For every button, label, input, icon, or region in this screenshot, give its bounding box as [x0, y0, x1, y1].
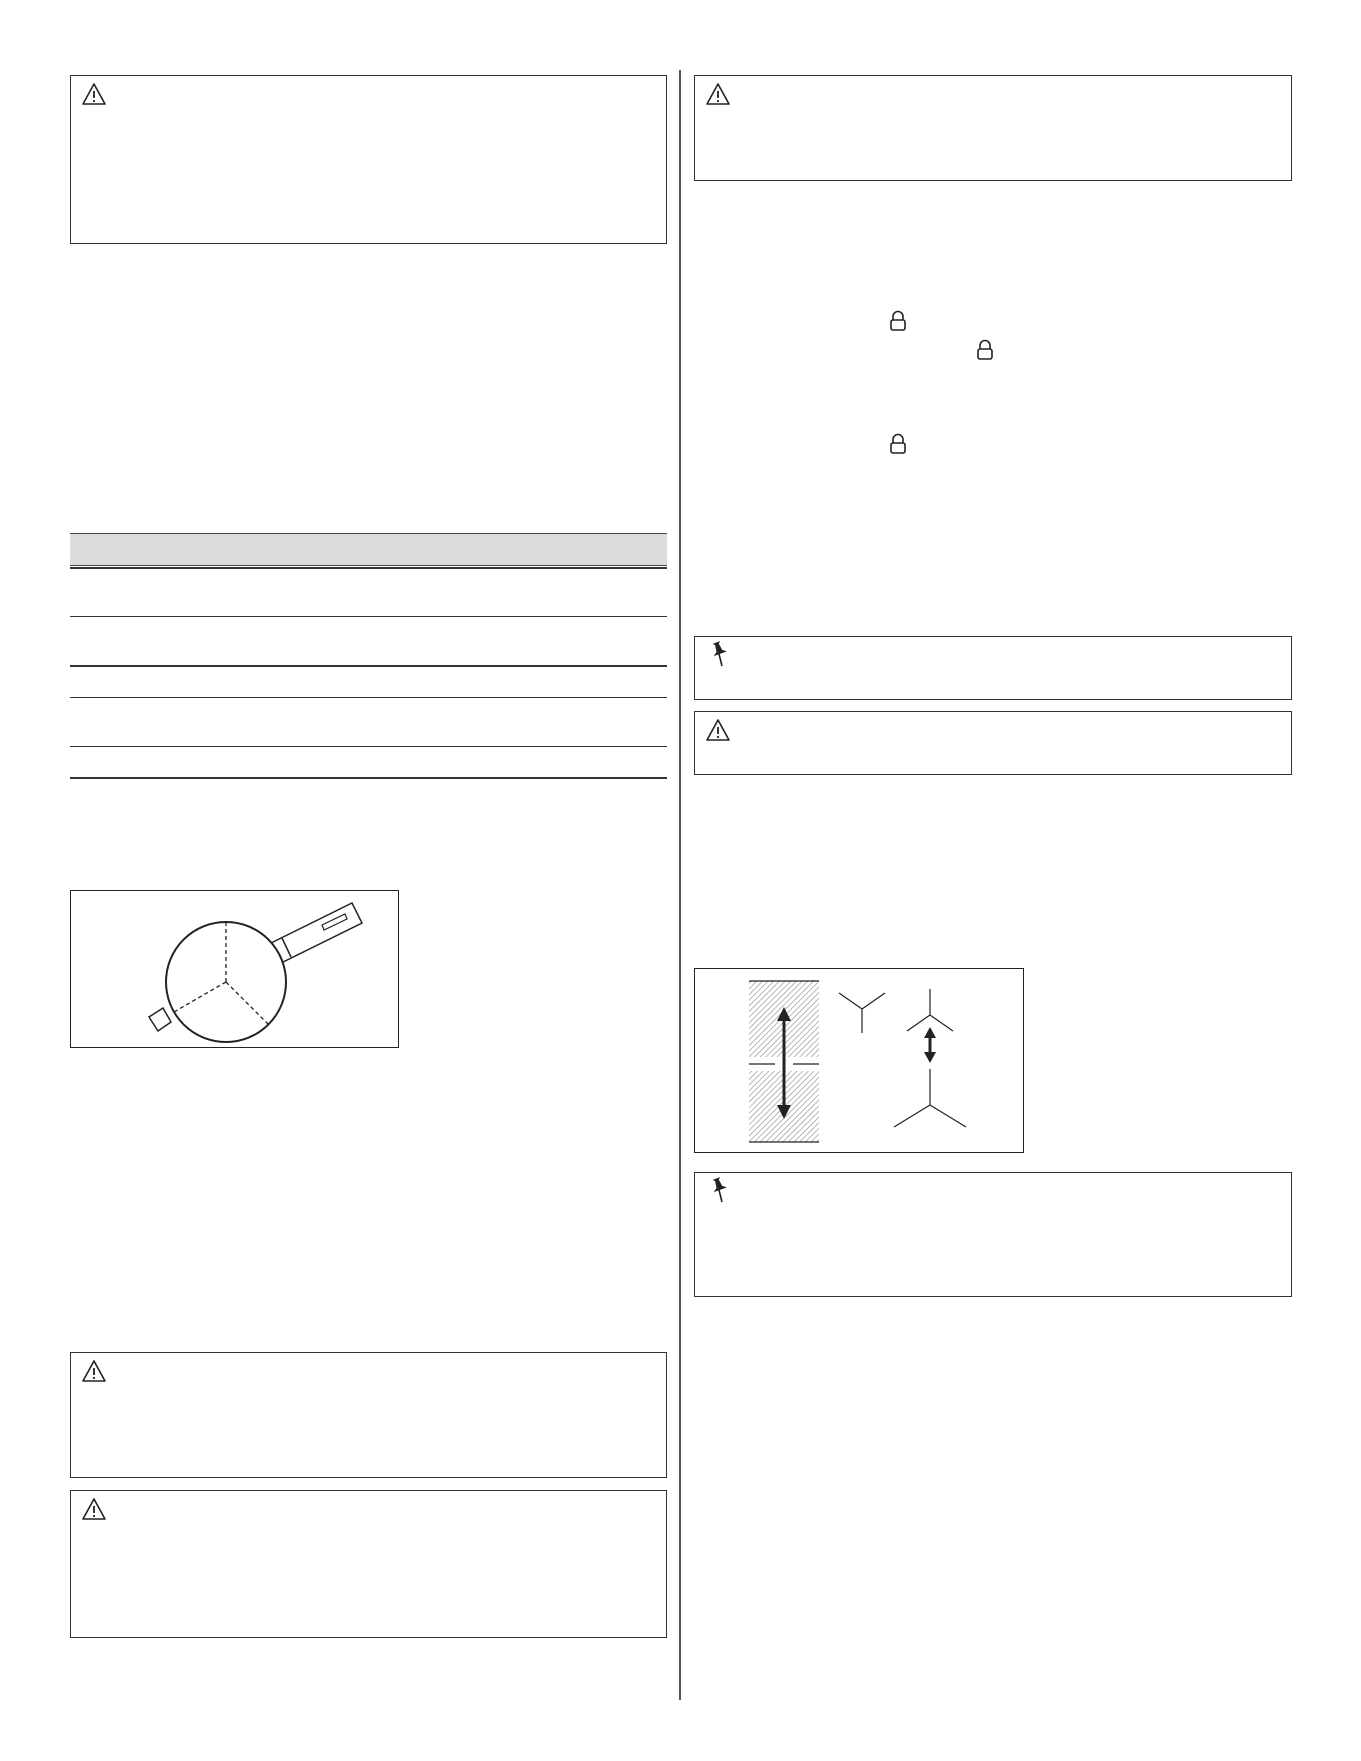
pushpin-icon [709, 640, 731, 668]
table-bottom-rule [70, 777, 667, 779]
inverted-y-shape [907, 989, 953, 1031]
warning-box [70, 1490, 667, 1638]
warning-icon [705, 718, 731, 742]
note-box [694, 636, 1292, 700]
table-row-divider [70, 746, 667, 747]
cookware-diagram [70, 890, 399, 1048]
note-box [694, 1172, 1292, 1297]
pushpin-icon [709, 1176, 731, 1204]
table-row-divider [70, 665, 667, 667]
table-header-row [70, 533, 667, 566]
adjustment-diagram [694, 968, 1024, 1153]
table-row-divider [70, 616, 667, 617]
pan-handle [267, 903, 362, 965]
lock-icon [976, 339, 994, 361]
warning-box [694, 75, 1292, 181]
warning-box [70, 75, 667, 244]
y-shape-small [839, 993, 885, 1033]
warning-icon [81, 1359, 107, 1383]
table-row-divider [70, 697, 667, 698]
double-arrow-small [924, 1027, 936, 1063]
y-shape-large [894, 1069, 966, 1127]
warning-icon [705, 82, 731, 106]
warning-icon [81, 82, 107, 106]
pan-side-tab [149, 1008, 171, 1031]
lock-icon [889, 310, 907, 332]
lock-icon [889, 433, 907, 455]
warning-icon [81, 1497, 107, 1521]
column-divider [679, 70, 681, 1700]
warning-box [694, 711, 1292, 775]
table-row-divider [70, 567, 667, 569]
warning-box [70, 1352, 667, 1478]
